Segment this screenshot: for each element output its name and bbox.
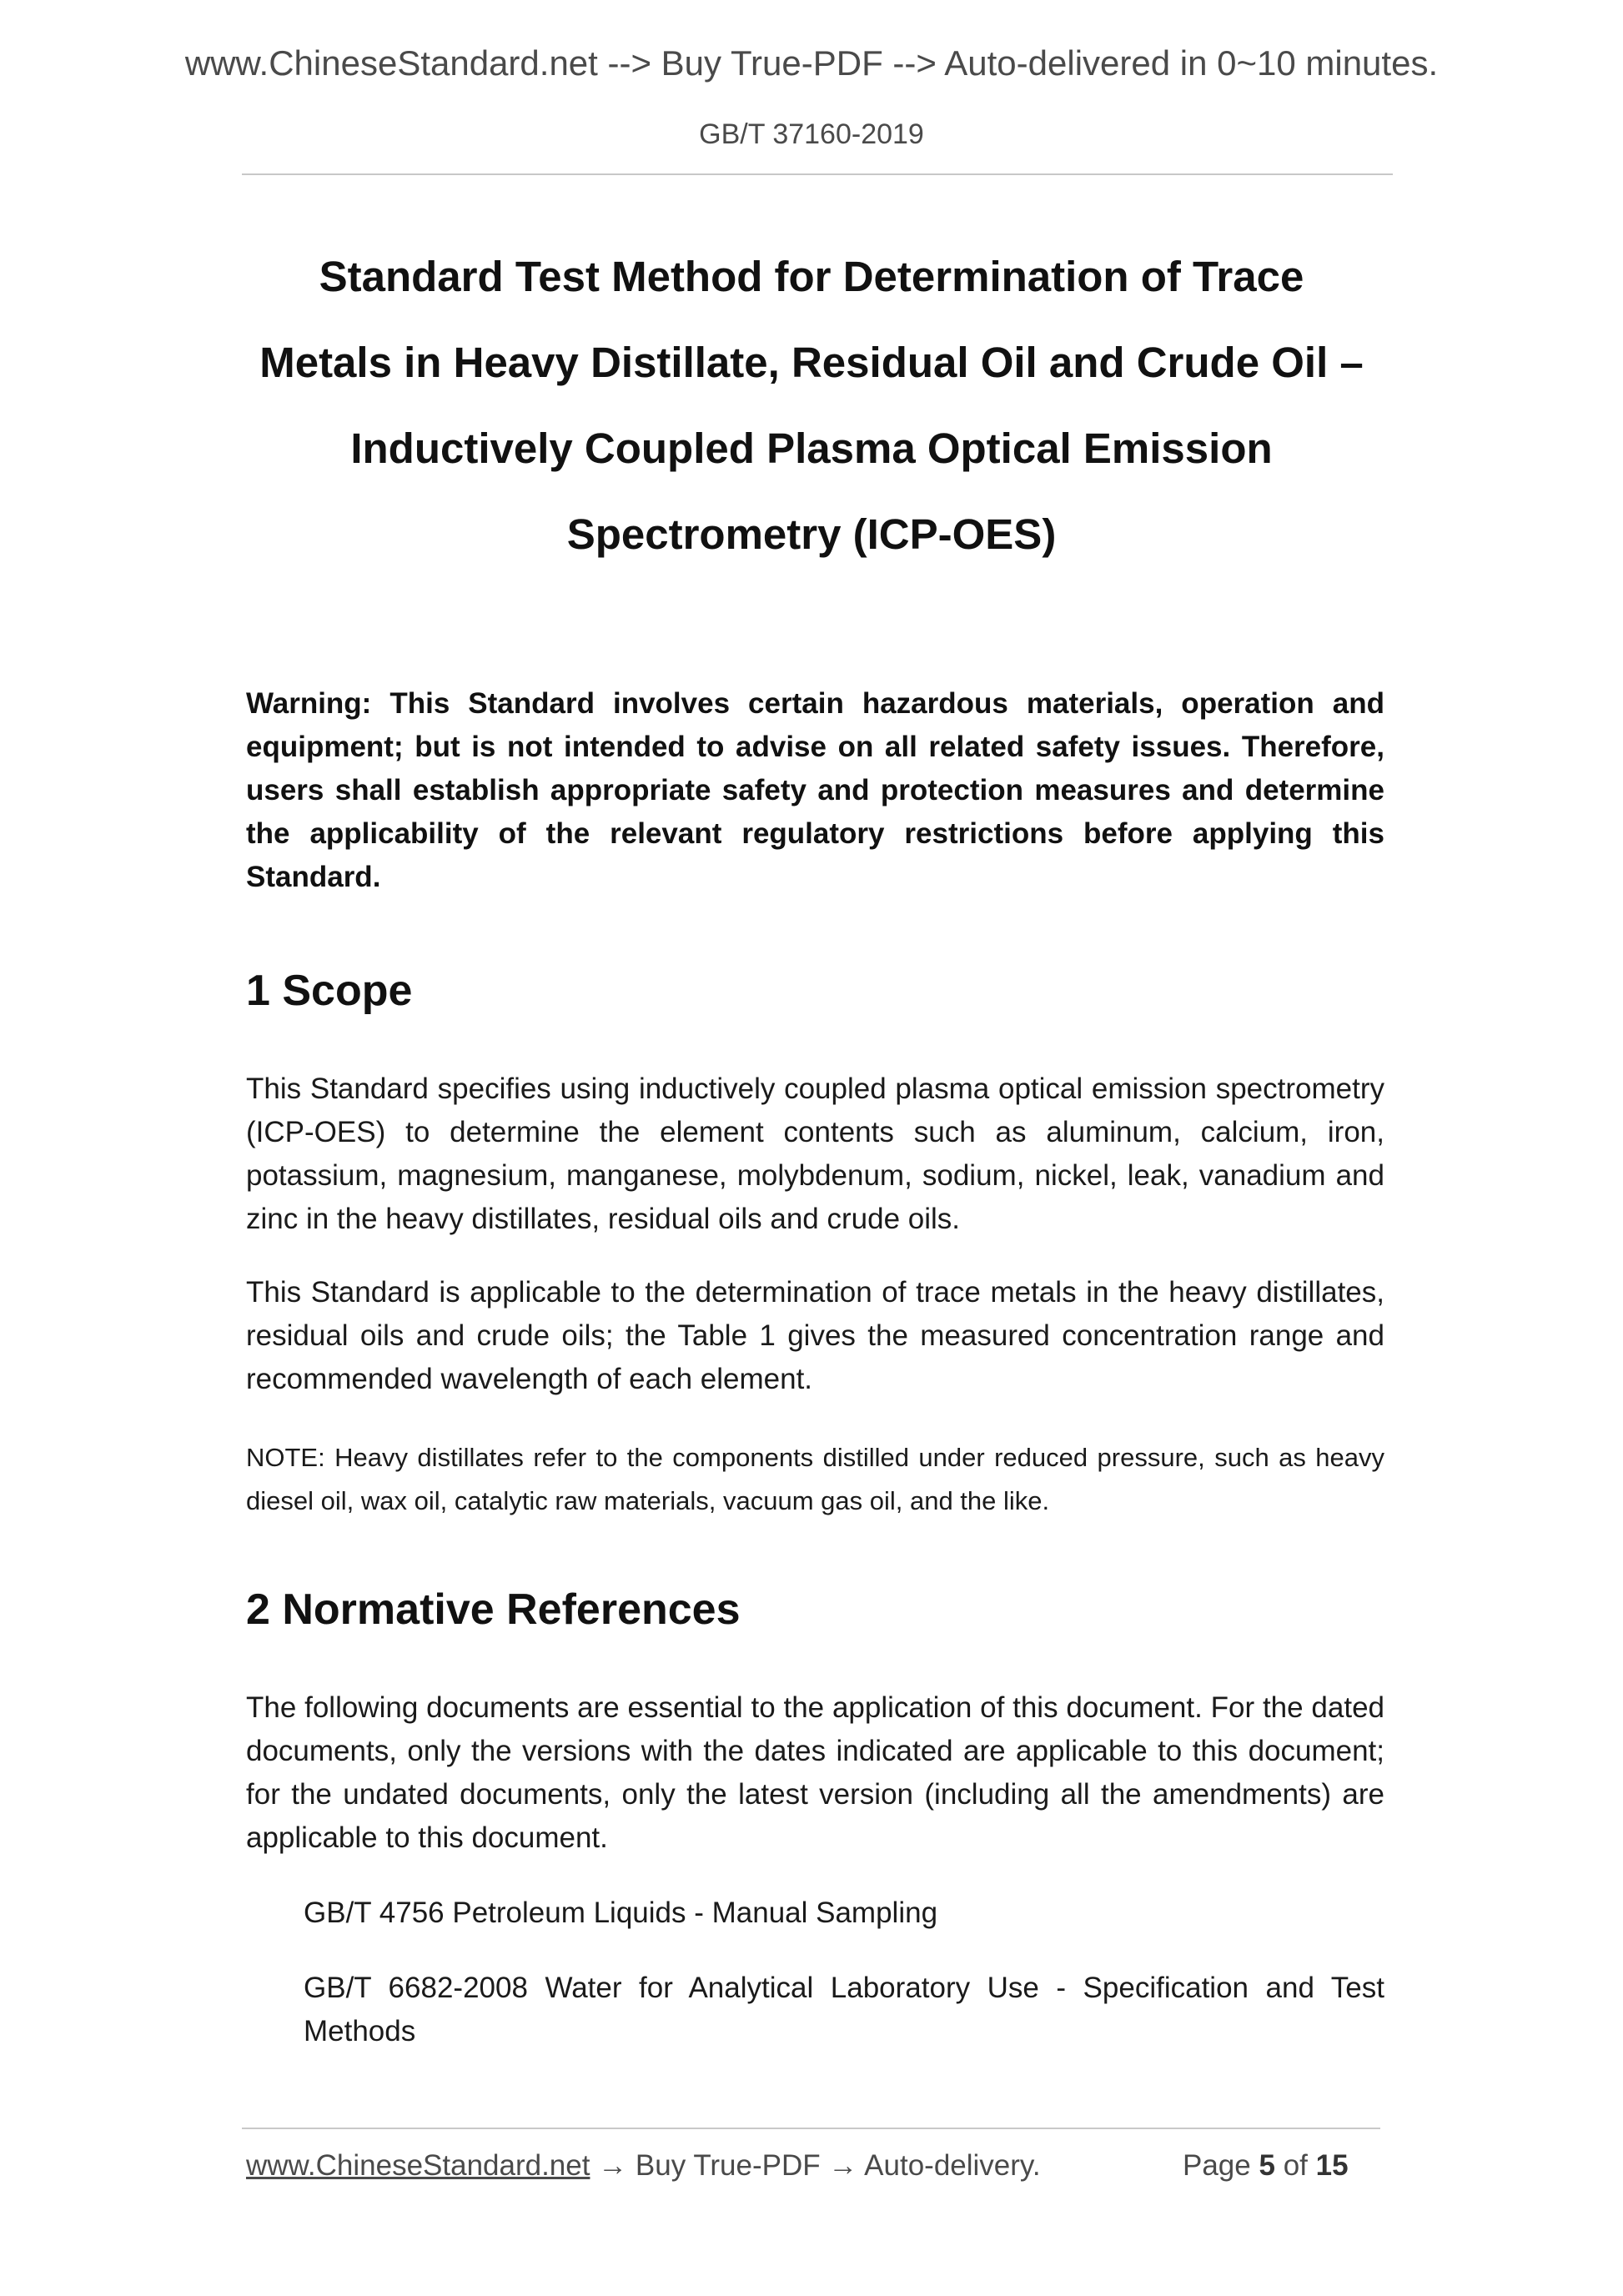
page-label: Page [1183,2149,1251,2182]
document-title [200,234,1423,577]
document-code: GB/T 37160-2019 [699,118,924,150]
title-line-2: Metals in Heavy Distillate, Residual Oil and Crude Oil – [259,339,1364,386]
reference-item: GB/T 4756 Petroleum Liquids - Manual Sampling [304,1897,938,1929]
title-line-4: Spectrometry (ICP-OES) [566,510,1057,558]
footer-website-link[interactable]: www.ChineseStandard.net [246,2149,590,2182]
section-heading-scope: 1 Scope [246,967,413,1015]
header-divider [242,173,1393,175]
page-number: 5 [1259,2149,1275,2182]
scope-paragraph-1: This Standard specifies using inductively coupled plasma optical emission spectrometry (ICP-OES) to determine the element contents such as aluminum, calcium, iron, potassium, magnesium, manganese, molybdenum, sodium, nickel, leak, vanadium and zinc in the heavy distillates, residual oils and crude oils. [246,1073,1384,1235]
footer-left [246,2149,1041,2183]
warning-paragraph: Warning: This Standard involves certain hazardous materials, operation and equipment; but is not intended to advise on all related safety issues. Therefore, users shall establish appropriate safety and protection measures and determine the applicability of the relevant regulatory restrictions before applying this Standard. [246,687,1384,893]
title-line-3: Inductively Coupled Plasma Optical Emission [350,425,1273,472]
top-banner: www.ChineseStandard.net --> Buy True-PDF --> Auto-delivered in 0~10 minutes. [184,43,1439,83]
page-indicator [1183,2149,1349,2183]
scope-note: NOTE: Heavy distillates refer to the components distilled under reduced pressure, such as heavy diesel oil, wax oil, catalytic raw materials, vacuum gas oil, and the like. [246,1443,1384,1515]
section-heading-normative-references: 2 Normative References [246,1585,741,1634]
page-total: 15 [1315,2149,1349,2182]
footer-divider [242,2128,1380,2129]
reference-item: GB/T 6682-2008 Water for Analytical Laboratory Use - Specification and Test Methods [304,1972,1384,2047]
scope-paragraph-2: This Standard is applicable to the determination of trace metals in the heavy distillates, residual oils and crude oils; the Table 1 gives the measured concentration range and recommended wavelength of each element. [246,1276,1384,1395]
footer-tagline: → Buy True-PDF → Auto-delivery. [590,2149,1041,2182]
references-paragraph: The following documents are essential to the application of this document. For the dated documents, only the versions with the dates indicated are applicable to this document; for the undated documents, only the latest version (including all the amendments) are applicable to this document. [246,1691,1384,1854]
of-label: of [1283,2149,1308,2182]
title-line-1: Standard Test Method for Determination of Trace [319,253,1304,300]
